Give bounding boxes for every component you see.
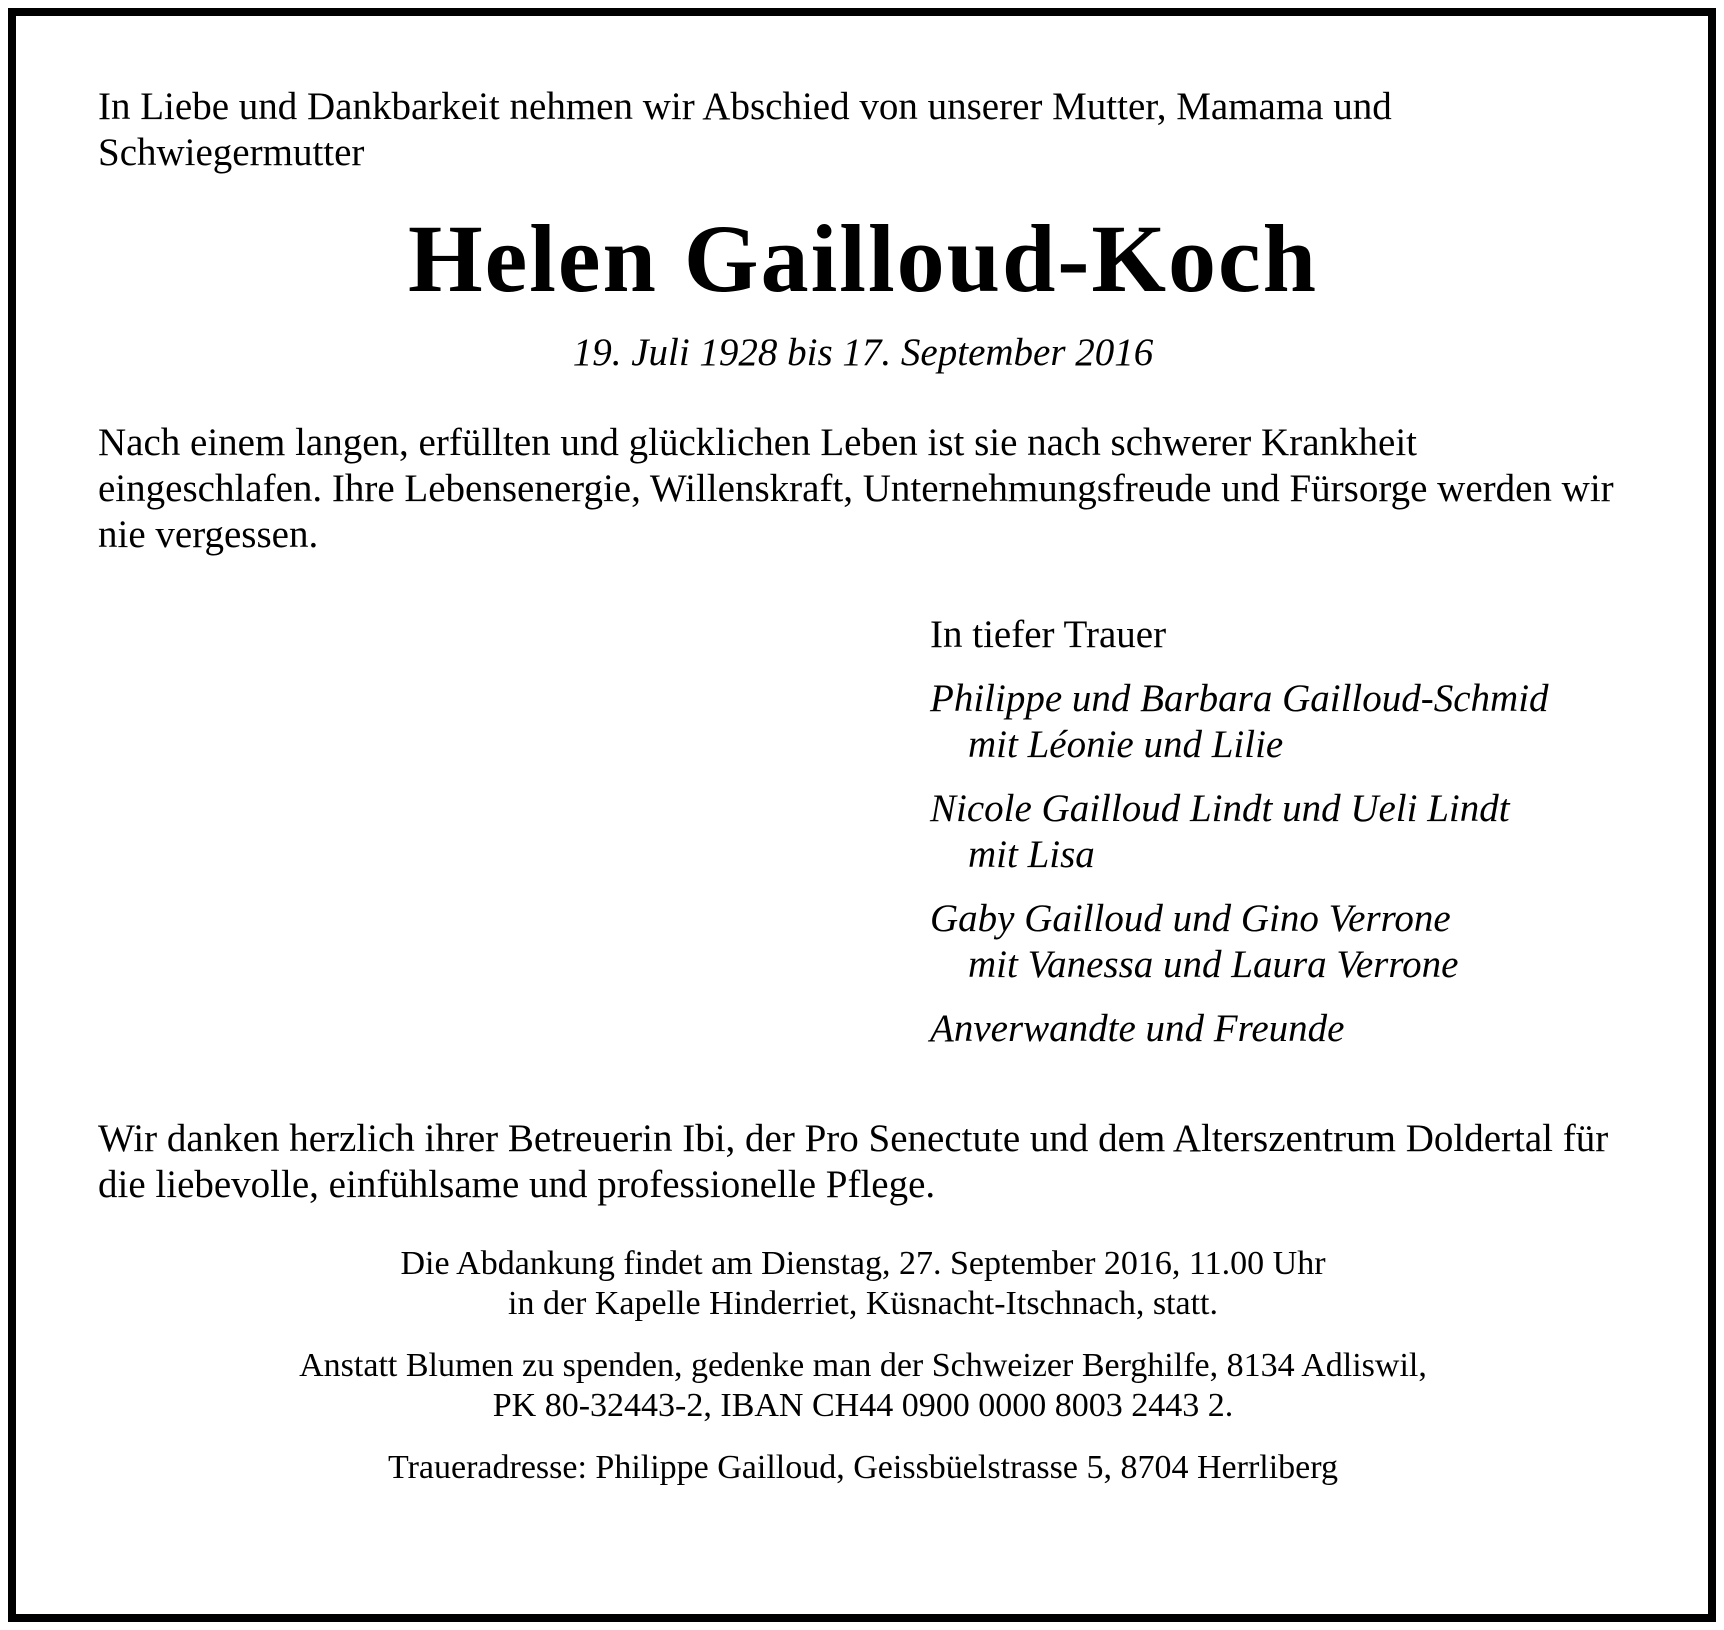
family-entry [930,1006,1628,1052]
ceremony-line-2: in der Kapelle Hinderriet, Küsnacht-Itschnach, statt. [508,1285,1218,1322]
obituary-notice [98,84,1628,1488]
intro-text: In Liebe und Dankbarkeit nehmen wir Abschied von unserer Mutter, Mamama und Schwiegermutter [98,85,1392,174]
ceremony-info [98,1244,1628,1324]
family-entry [930,896,1628,988]
mourning-heading: In tiefer Trauer [930,613,1167,656]
ceremony-line-1: Die Abdankung findet am Dienstag, 27. September 2016, 11.00 Uhr [400,1245,1326,1282]
family-entry [930,786,1628,878]
family-entry [930,676,1628,768]
family-children: mit Vanessa und Laura Verrone [968,943,1459,986]
address-line: Traueradresse: Philippe Gailloud, Geissbüelstrasse 5, 8704 Herrliberg [388,1449,1338,1486]
donation-line-2: PK 80-32443-2, IBAN CH44 0900 0000 8003 2443 2. [492,1387,1234,1424]
donation-info [98,1346,1628,1426]
donation-line-1: Anstatt Blumen zu spenden, gedenke man der Schweizer Berghilfe, 8134 Adliswil, [299,1347,1427,1384]
family-names: Nicole Gailloud Lindt und Ueli Lindt [930,787,1510,830]
relatives-and-friends: Anverwandte und Freunde [930,1007,1345,1050]
life-dates: 19. Juli 1928 bis 17. September 2016 [572,331,1154,374]
family-names: Philippe und Barbara Gailloud-Schmid [930,677,1549,720]
family-children: mit Léonie und Lilie [968,723,1284,766]
deceased-name: Helen Gailloud-Koch [407,205,1319,312]
thanks-text: Wir danken herzlich ihrer Betreuerin Ibi, der Pro Senectute und dem Alterszentrum Doldertal für die liebevolle, einfühlsame und professionelle Pflege. [98,1117,1609,1206]
mourners-block [930,612,1628,1052]
tribute-text: Nach einem langen, erfüllten und glücklichen Leben ist sie nach schwerer Krankheit eingeschlafen. Ihre Lebensenergie, Willenskraft, Unternehmungsfreude und Fürsorge werden wir nie vergessen. [98,421,1614,556]
family-children: mit Lisa [968,833,1095,876]
mourning-address [98,1448,1628,1488]
family-names: Gaby Gailloud und Gino Verrone [930,897,1451,940]
